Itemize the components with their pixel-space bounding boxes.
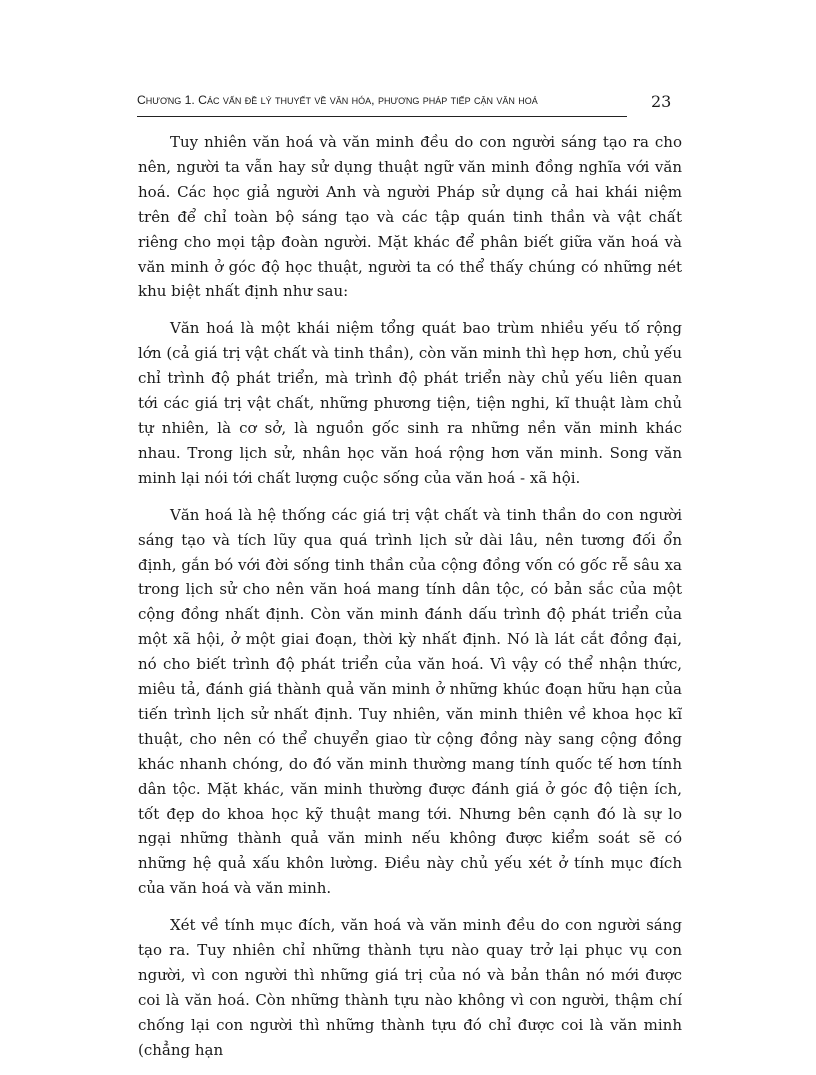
body-text	[138, 130, 682, 1075]
running-header	[137, 88, 627, 117]
chapter-title: Chương 1. Các vấn đề lý thuyết về văn hóa, phương pháp tiếp cận văn hoá	[137, 93, 538, 107]
page-number: 23	[651, 92, 672, 111]
paragraph: Văn hoá là một khái niệm tổng quát bao trùm nhiều yếu tố rộng lớn (cả giá trị vật chất và tinh thần), còn văn minh thì hẹp hơn, chủ yếu chỉ trình độ phát triển, mà trình độ phát triển này chủ yếu liên quan tới các giá trị vật chất, những phương tiện, tiện nghi, kĩ thuật làm chủ tự nhiên, là cơ sở, là nguồn gốc sinh ra những nền văn minh khác nhau. Trong lịch sử, nhân học văn hoá rộng hơn văn minh. Song văn minh lại nói tới chất lượng cuộc sống của văn hoá - xã hội.	[138, 319, 682, 487]
paragraph: Văn hoá là hệ thống các giá trị vật chất và tinh thần do con người sáng tạo và tích lũy qua quá trình lịch sử dài lâu, nên tương đối ổn định, gắn bó với đời sống tinh thần của cộng đồng vốn có gốc rễ sâu xa trong lịch sử cho nên văn hoá mang tính dân tộc, có bản sắc của một cộng đồng nhất định. Còn văn minh đánh dấu trình độ phát triển của một xã hội, ở một giai đoạn, thời kỳ nhất định. Nó là lát cắt đồng đại, nó cho biết trình độ phát triển của văn hoá. Vì vậy có thể nhận thức, miêu tả, đánh giá thành quả văn minh ở những khúc đoạn hữu hạn của tiến trình lịch sử nhất định. Tuy nhiên, văn minh thiên về khoa học kĩ thuật, cho nên có thể chuyển giao từ cộng đồng này sang cộng đồng khác nhanh chóng, do đó văn minh thường mang tính quốc tế hơn tính dân tộc. Mặt khác, văn minh thường được đánh giá ở góc độ tiện ích, tốt đẹp do khoa học kỹ thuật mang tới. Nhưng bên cạnh đó là sự lo ngại những thành quả văn minh nếu không được kiểm soát sẽ có những hệ quả xấu khôn lường. Điều này chủ yếu xét ở tính mục đích của văn hoá và văn minh.	[138, 505, 682, 898]
paragraph: Xét về tính mục đích, văn hoá và văn minh đều do con người sáng tạo ra. Tuy nhiên chỉ những thành tựu nào quay trở lại phục vụ con người, vì con người thì những giá trị của nó và bản thân nó mới được coi là văn hoá. Còn những thành tựu nào không vì con người, thậm chí chống lại con người thì những thành tựu đó chỉ được coi là văn minh (chẳng hạn	[138, 916, 682, 1059]
paragraph: Tuy nhiên văn hoá và văn minh đều do con người sáng tạo ra cho nên, người ta vẫn hay sử dụng thuật ngữ văn minh đồng nghĩa với văn hoá. Các học giả người Anh và người Pháp sử dụng cả hai khái niệm trên để chỉ toàn bộ sáng tạo và các tập quán tinh thần và vật chất riêng cho mọi tập đoàn người. Mặt khác để phân biết giữa văn hoá và văn minh ở góc độ học thuật, người ta có thể thấy chúng có những nét khu biệt nhất định như sau:	[138, 133, 682, 301]
